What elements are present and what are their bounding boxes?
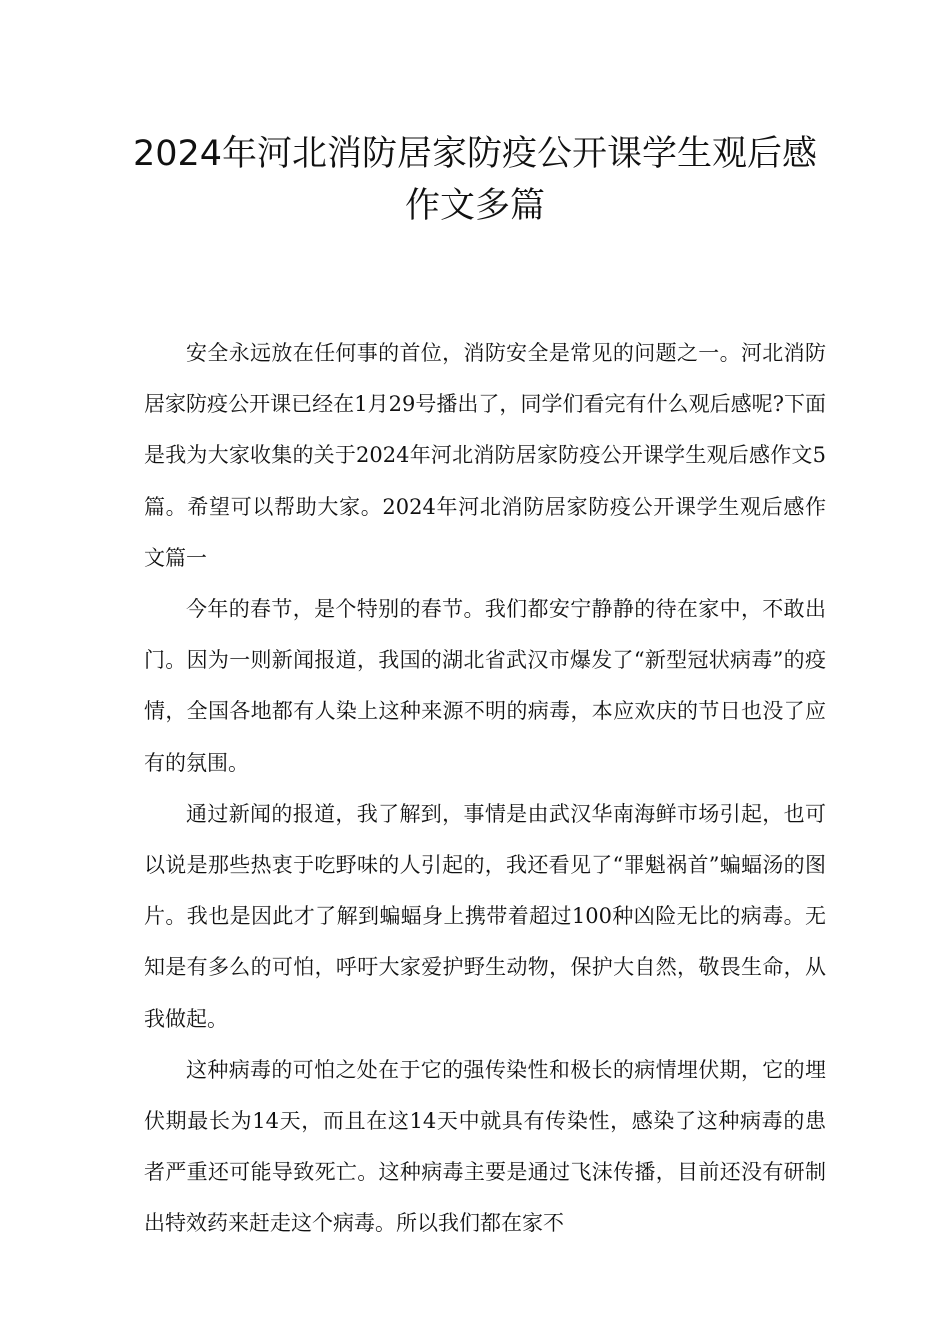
paragraph-spring-festival: 今年的春节，是个特别的春节。我们都安宁静静的待在家中，不敢出门。因为一则新闻报道，我国的湖北省武汉市爆发了“新型冠状病毒”的疫情，全国各地都有人染上这种来源不明的病毒，本应欢庆的节日也没了应有的氛围。 (144, 597, 826, 775)
paragraph-virus-danger: 这种病毒的可怕之处在于它的强传染性和极长的病情埋伏期，它的埋伏期最长为14天，而且在这14天中就具有传染性，感染了这种病毒的患者严重还可能导致死亡。这种病毒主要是通过飞沫传播，目前还没有研制出特效药来赶走这个病毒。所以我们都在家不 (144, 1057, 826, 1236)
document-title: 2024年河北消防居家防疫公开课学生观后感作文多篇 (132, 134, 818, 226)
paragraph-news-report: 通过新闻的报道，我了解到，事情是由武汉华南海鲜市场引起，也可以说是那些热衷于吃野味的人引起的，我还看见了“罪魁祸首”蝙蝠汤的图片。我也是因此才了解到蝙蝠身上携带着超过100种凶险无比的病毒。无知是有多么的可怕，呼吁大家爱护野生动物，保护大自然，敬畏生命，从我做起。 (144, 801, 826, 1031)
paragraph-intro: 安全永远放在任何事的首位，消防安全是常见的问题之一。河北消防居家防疫公开课已经在1月29号播出了，同学们看完有什么观后感呢?下面是我为大家收集的关于2024年河北消防居家防疫公开课学生观后感作文5篇。希望可以帮助大家。2024年河北消防居家防疫公开课学生观后感作文篇一 (144, 341, 826, 570)
document-body (144, 328, 826, 1250)
